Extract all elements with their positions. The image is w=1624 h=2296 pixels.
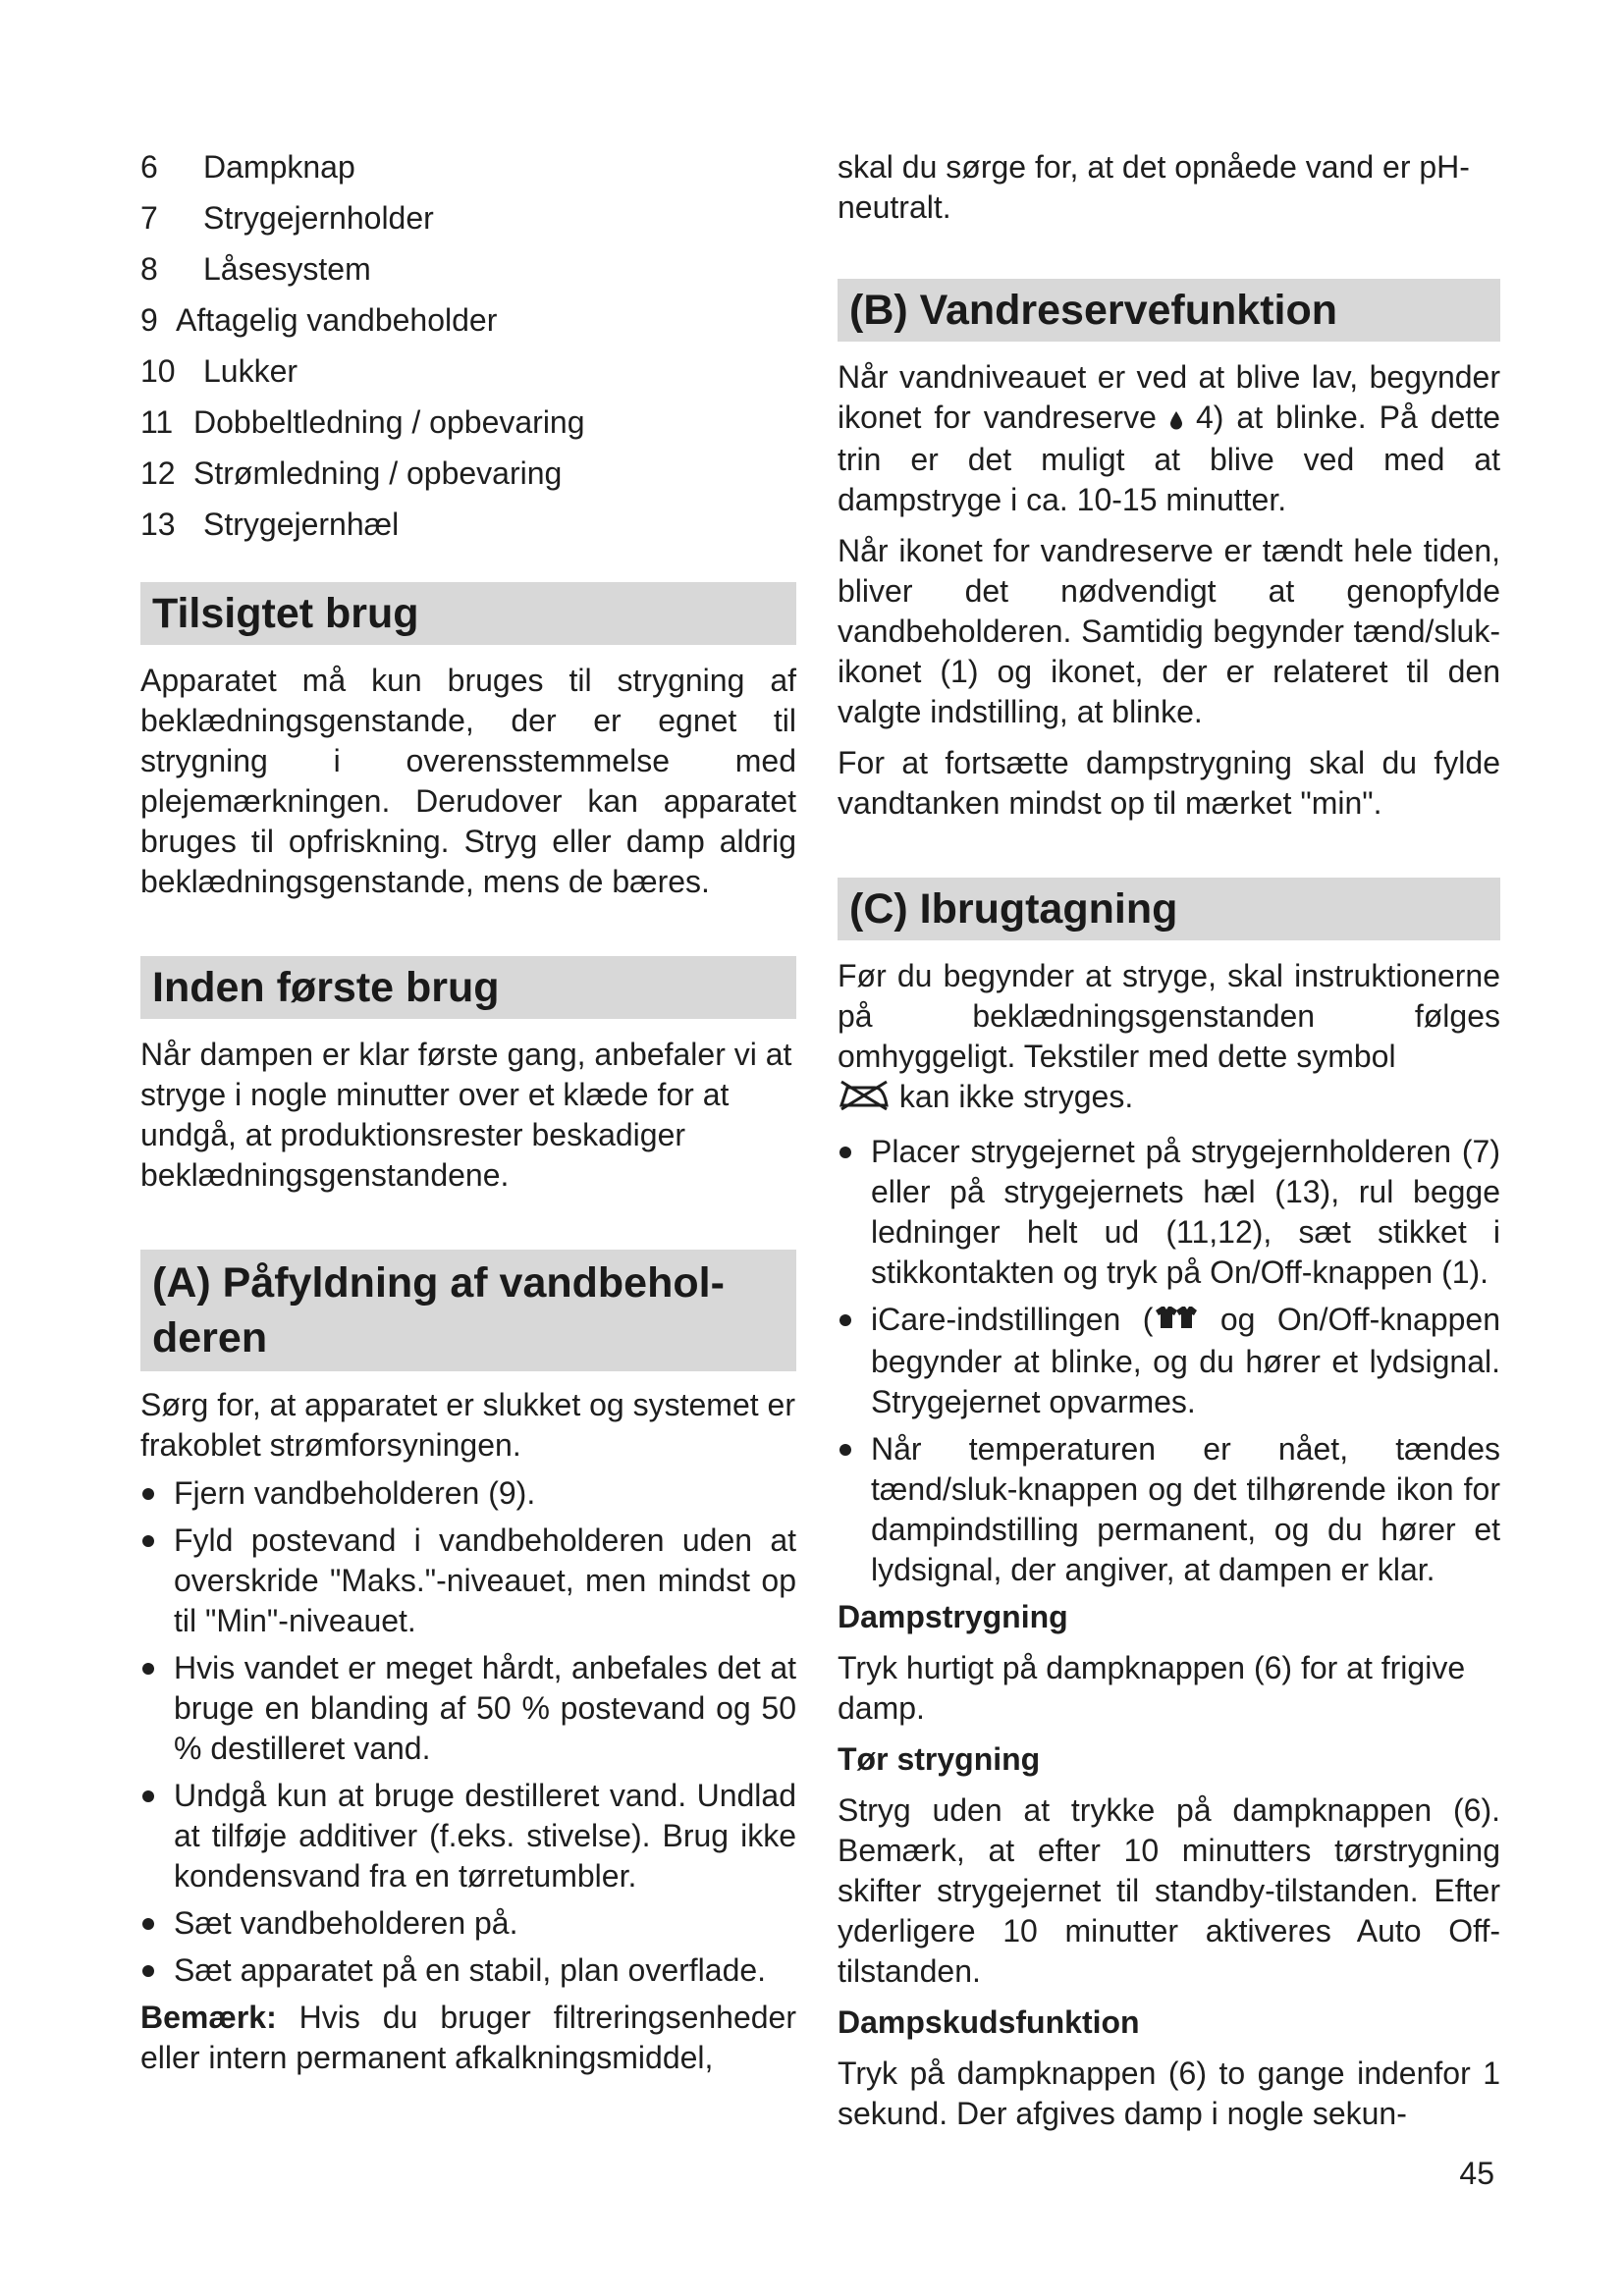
list-item: Fjern vandbeholderen (9). xyxy=(140,1473,796,1514)
icare-garment-icon xyxy=(1153,1302,1198,1342)
right-top-text: skal du sørge for, at det opnåede vand er pH-neutralt. xyxy=(838,149,1470,225)
list-item: 12 Strømledning / opbevaring xyxy=(140,455,563,491)
tilsigtet-text: Apparatet må kun bruges til strygning af beklædningsgenstande, der er egnet til strygning i overensstemmelse med plejemærkningen. Derudover kan apparatet bruges til opfriskning. Stryg eller damp aldrig beklædningsgenstande, mens de bæres. xyxy=(140,663,796,899)
list-item: Placer strygejernet på strygejernholderen (7) eller på strygejernets hæl (13), rul begge ledninger helt ud (11,12), sæt stikket i stikkontakten og tryk på On/Off-knappen (1). xyxy=(838,1132,1500,1293)
water-drop-icon xyxy=(1169,400,1183,440)
section-c-bullets xyxy=(838,1132,1500,1590)
list-item: Når temperaturen er nået, tændes tænd/sluk-knappen og det tilhørende ikon for dampindstilling permanent, og du hører et lydsignal, der angiver, at dampen er klar. xyxy=(838,1429,1500,1590)
section-b-p1: Når vandniveauet er ved at blive lav, begynder ikonet for vandreserve 4) at blinke. På dette trin er det muligt at blive ved med at dampstryge i ca. 10-15 minutter. xyxy=(838,359,1501,518)
list-item: Sæt apparatet på en stabil, plan overflade. xyxy=(140,1950,796,1991)
list-item: 7 Strygejernholder xyxy=(140,200,434,236)
section-a-note: Bemærk: Hvis du bruger filtreringsenheder eller intern permanent afkalkningsmiddel, xyxy=(140,2000,796,2075)
list-item: 6 Dampknap xyxy=(140,149,355,185)
right-column xyxy=(838,147,1500,2134)
dampstrygning-heading: Dampstrygning xyxy=(838,1598,1068,1634)
list-item: 10 Lukker xyxy=(140,353,298,389)
section-a-intro: Sørg for, at apparatet er slukket og systemet er frakoblet strømforsyningen. xyxy=(140,1387,795,1463)
section-heading-b: (B) Vandreservefunktion xyxy=(838,279,1500,342)
list-item: 8 Låsesystem xyxy=(140,251,371,287)
section-a-bullets xyxy=(140,1473,796,1991)
section-c-p1: Før du begynder at stryge, skal instruktionerne på beklædningsgenstanden følges omhyggeligt. Tekstiler med dette symbol kan ikke stryges. xyxy=(838,956,1500,1121)
tor-strygning-heading: Tør strygning xyxy=(838,1740,1041,1777)
parts-list xyxy=(140,147,796,556)
dampstrygning-text: Tryk hurtigt på dampknappen (6) for at frigive damp. xyxy=(838,1649,1466,1726)
dampskud-text: Tryk på dampknappen (6) to gange indenfor 1 sekund. Der afgives damp i nogle sekun- xyxy=(838,2055,1500,2131)
list-item: Fyld postevand i vandbeholderen uden at overskride "Maks."-niveauet, men mindst op til "Min"-niveauet. xyxy=(140,1521,796,1641)
inden-text: Når dampen er klar første gang, anbefaler vi at stryge i nogle minutter over et klæde for at undgå, at produktionsrester beskadiger beklædningsgenstandene. xyxy=(140,1037,792,1193)
list-item: 11 Dobbeltledning / opbevaring xyxy=(140,404,585,440)
page-number: 45 xyxy=(1459,2156,1494,2191)
crossed-iron-icon xyxy=(838,1078,891,1121)
tor-strygning-text: Stryg uden at trykke på dampknappen (6). Bemærk, at efter 10 minutters tørstrygning skifter strygejernet til standby-tilstanden. Efter yderligere 10 minutter aktiveres Auto Off-tilstanden. xyxy=(838,1791,1500,1989)
list-item: iCare-indstillingen ( og On/Off-knappen begynder at blinke, og du hører et lydsignal. Strygejernet opvarmes. xyxy=(838,1300,1500,1422)
section-b-p2: Når ikonet for vandreserve er tændt hele tiden, bliver det nødvendigt at genopfylde vandbeholderen. Samtidig begynder tænd/sluk-ikonet (1) og ikonet, der er relateret til den valgte indstilling, at blinke. xyxy=(838,533,1500,730)
left-column xyxy=(140,147,796,2078)
section-heading-c: (C) Ibrugtagning xyxy=(838,878,1500,940)
list-item: 9 Aftagelig vandbeholder xyxy=(140,302,498,338)
dampskud-heading: Dampskudsfunktion xyxy=(838,2003,1140,2040)
section-b-p3: For at fortsætte dampstrygning skal du fylde vandtanken mindst op til mærket "min". xyxy=(838,745,1500,822)
list-item: 13 Strygejernhæl xyxy=(140,507,400,542)
section-heading-a: (A) Påfyldning af vandbehol- deren xyxy=(140,1250,796,1371)
section-heading-inden: Inden første brug xyxy=(140,956,796,1019)
list-item: Hvis vandet er meget hårdt, anbefales det at bruge en blanding af 50 % postevand og 50 % destilleret vand. xyxy=(140,1648,796,1769)
list-item: Sæt vandbeholderen på. xyxy=(140,1903,796,1944)
list-item: Undgå kun at bruge destilleret vand. Undlad at tilføje additiver (f.eks. stivelse). Brug ikke kondensvand fra en tørretumbler. xyxy=(140,1776,796,1896)
section-heading-tilsigtet: Tilsigtet brug xyxy=(140,582,796,645)
